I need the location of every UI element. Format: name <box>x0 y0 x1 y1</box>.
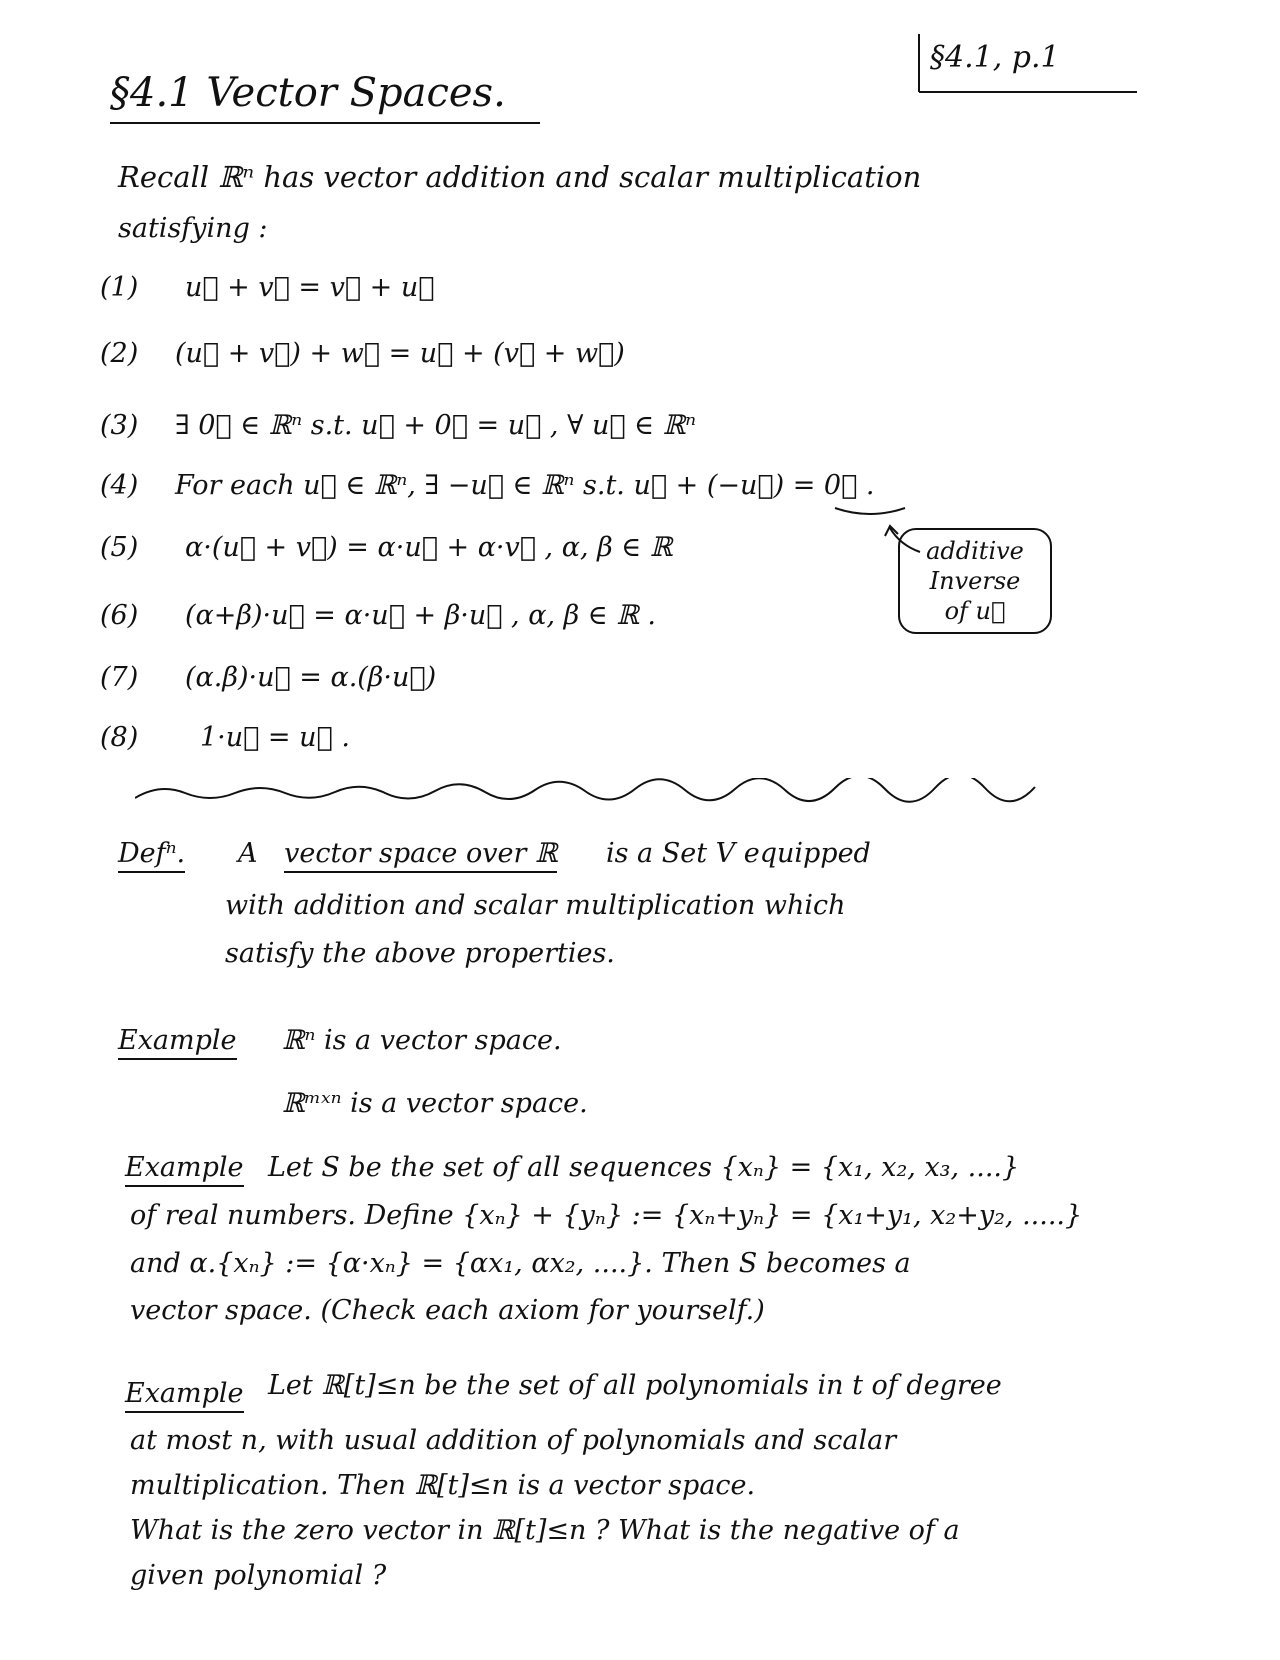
axiom-7-number: (7) <box>100 662 139 693</box>
definition-label <box>118 838 185 869</box>
definition-label-text: Defⁿ. <box>118 838 185 873</box>
example-3-line-3: multiplication. Then ℝ[t]≤n is a vector space. <box>130 1470 756 1501</box>
axiom-4-number: (4) <box>100 470 139 501</box>
example-2-line-1: Let S be the set of all sequences {xₙ} = {x₁, x₂, x₃, ....} <box>268 1152 1020 1183</box>
axiom-1-text: u⃗ + v⃗ = v⃗ + u⃗ <box>185 272 435 303</box>
axiom-8-number: (8) <box>100 722 139 753</box>
note-line-2: Inverse <box>929 567 1021 595</box>
example-3-line-4: What is the zero vector in ℝ[t]≤n ? What is the negative of a <box>130 1515 960 1546</box>
example-2-label <box>125 1152 244 1183</box>
definition-line-1 <box>238 838 871 869</box>
page-title: §4.1 Vector Spaces. <box>110 70 540 124</box>
note-line-3: of u⃗ <box>944 597 1006 625</box>
axiom-3-text: ∃ 0⃗ ∈ ℝⁿ s.t. u⃗ + 0⃗ = u⃗ , ∀ u⃗ ∈ ℝⁿ <box>175 410 697 441</box>
axiom-2-text: (u⃗ + v⃗) + w⃗ = u⃗ + (v⃗ + w⃗) <box>175 338 625 369</box>
page-reference-frame <box>915 30 1140 100</box>
wavy-divider <box>135 778 1055 808</box>
example-1-line-1: ℝⁿ is a vector space. <box>282 1025 562 1056</box>
definition-term: vector space over ℝ <box>284 838 557 873</box>
intro-line-2: satisfying : <box>118 213 268 244</box>
definition-word-a: A <box>238 838 258 869</box>
example-2-line-3: and α.{xₙ} := {α·xₙ} = {αx₁, αx₂, ....}. Then S becomes a <box>130 1248 911 1279</box>
axiom-1-number: (1) <box>100 272 139 303</box>
example-1-line-2: ℝᵐˣⁿ is a vector space. <box>282 1088 588 1119</box>
axiom-7-text: (α.β)·u⃗ = α.(β·u⃗) <box>185 662 437 693</box>
example-3-label-text: Example <box>125 1378 244 1413</box>
axiom-6-text: (α+β)·u⃗ = α·u⃗ + β·u⃗ , α, β ∈ ℝ . <box>185 600 656 631</box>
example-3-label <box>125 1378 244 1409</box>
example-3-line-2: at most n, with usual addition of polynomials and scalar <box>130 1425 897 1456</box>
example-2-label-text: Example <box>125 1152 244 1187</box>
additive-inverse-note <box>898 528 1052 634</box>
note-line-1: additive <box>926 537 1024 565</box>
axiom-5-text: α·(u⃗ + v⃗) = α·u⃗ + α·v⃗ , α, β ∈ ℝ <box>185 532 673 563</box>
definition-line-3: satisfy the above properties. <box>225 938 615 969</box>
axiom-8-text: 1·u⃗ = u⃗ . <box>200 722 350 753</box>
definition-rest: is a Set V equipped <box>605 838 871 869</box>
intro-line-1: Recall ℝⁿ has vector addition and scalar multiplication <box>118 160 922 194</box>
axiom-4-text: For each u⃗ ∈ ℝⁿ, ∃ −u⃗ ∈ ℝⁿ s.t. u⃗ + (−u⃗) = 0⃗ . <box>175 470 875 501</box>
example-3-line-1: Let ℝ[t]≤n be the set of all polynomials in t of degree <box>268 1370 1002 1401</box>
example-1-label <box>118 1025 237 1056</box>
page-reference: §4.1, p.1 <box>930 40 1060 75</box>
definition-line-2: with addition and scalar multiplication which <box>225 890 846 921</box>
axiom-5-number: (5) <box>100 532 139 563</box>
axiom-3-number: (3) <box>100 410 139 441</box>
example-2-line-4: vector space. (Check each axiom for yourself.) <box>130 1295 765 1326</box>
example-3-line-5: given polynomial ? <box>130 1560 387 1591</box>
axiom-2-number: (2) <box>100 338 139 369</box>
example-2-line-2: of real numbers. Define {xₙ} + {yₙ} := {xₙ+yₙ} = {x₁+y₁, x₂+y₂, .....} <box>130 1200 1083 1231</box>
axiom-6-number: (6) <box>100 600 139 631</box>
example-1-label-text: Example <box>118 1025 237 1060</box>
